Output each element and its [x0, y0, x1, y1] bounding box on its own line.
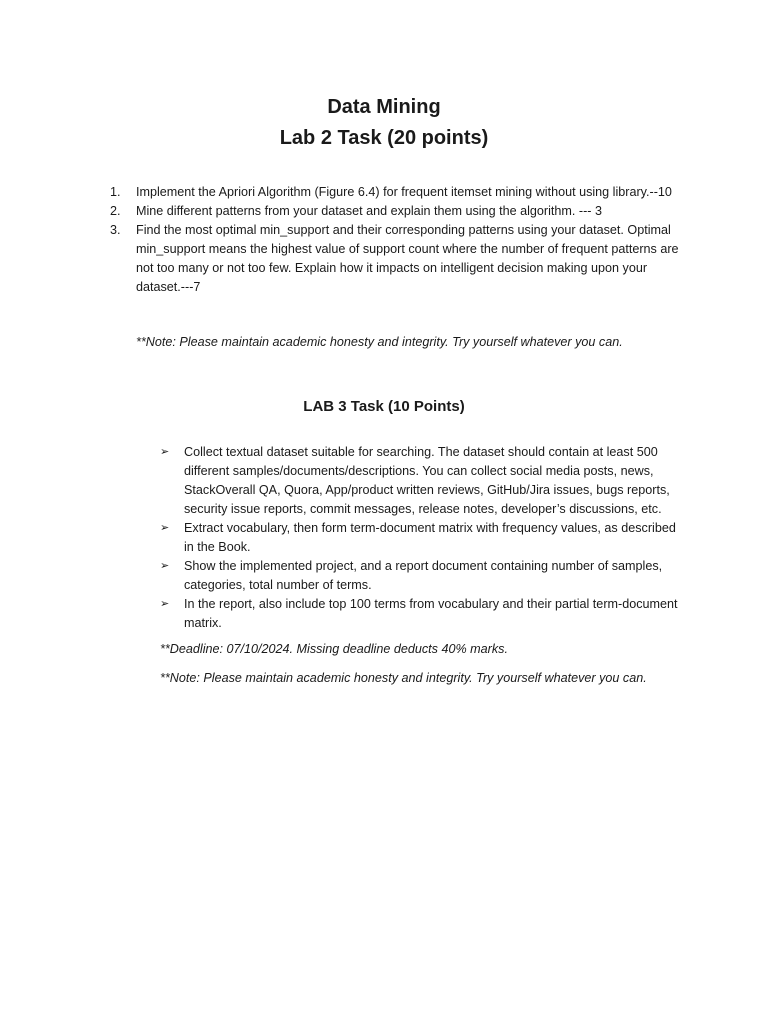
lab2-heading: Lab 2 Task (20 points) — [279, 127, 489, 149]
list-item-text: Implement the Apriori Algorithm (Figure 6.4) for frequent itemset mining without using library.--10 — [136, 185, 672, 199]
lab2-task-list — [110, 183, 690, 297]
arrow-bullet-icon: ➢ — [160, 446, 170, 458]
lab3-note: **Note: Please maintain academic honesty and integrity. Try yourself whatever you can. — [160, 671, 647, 685]
list-item — [160, 519, 685, 557]
list-number: 3. — [110, 223, 121, 237]
list-item-text: Extract vocabulary, then form term-document matrix with frequency values, as described in the Book. — [184, 521, 676, 554]
list-item-text: Mine different patterns from your dataset and explain them using the algorithm. --- 3 — [136, 204, 602, 218]
document-title: Data Mining — [327, 96, 441, 118]
arrow-bullet-icon: ➢ — [160, 522, 170, 534]
list-item — [160, 557, 685, 595]
lab3-task-list — [160, 443, 685, 633]
list-item — [110, 221, 690, 297]
list-number: 2. — [110, 204, 121, 218]
deadline-note: **Deadline: 07/10/2024. Missing deadline deducts 40% marks. — [160, 642, 508, 656]
arrow-bullet-icon: ➢ — [160, 560, 170, 572]
list-item — [160, 595, 685, 633]
lab2-note: **Note: Please maintain academic honesty and integrity. Try yourself whatever you can. — [136, 335, 623, 349]
lab3-heading: LAB 3 Task (10 Points) — [303, 398, 465, 415]
list-item — [110, 183, 690, 202]
list-item — [160, 443, 685, 519]
list-item-text: In the report, also include top 100 terms from vocabulary and their partial term-document matrix. — [184, 597, 678, 630]
arrow-bullet-icon: ➢ — [160, 598, 170, 610]
list-item-text: Show the implemented project, and a report document containing number of samples, categories, total number of terms. — [184, 559, 663, 592]
list-item-text: Find the most optimal min_support and their corresponding patterns using your dataset. Optimal min_support means the highest value of support count where the number of frequent patterns are not too many or not too few. Explain how it impacts on intelligent decision making upon your dataset.---7 — [136, 223, 679, 294]
list-item-text: Collect textual dataset suitable for searching. The dataset should contain at least 500 different samples/documents/descriptions. You can collect social media posts, news, StackOverall QA, Quora, App/product written reviews, GitHub/Jira issues, bugs reports, security issue reports, commit messages, release notes, developer’s discussions, etc. — [184, 445, 670, 516]
list-item — [110, 202, 690, 221]
list-number: 1. — [110, 185, 121, 199]
